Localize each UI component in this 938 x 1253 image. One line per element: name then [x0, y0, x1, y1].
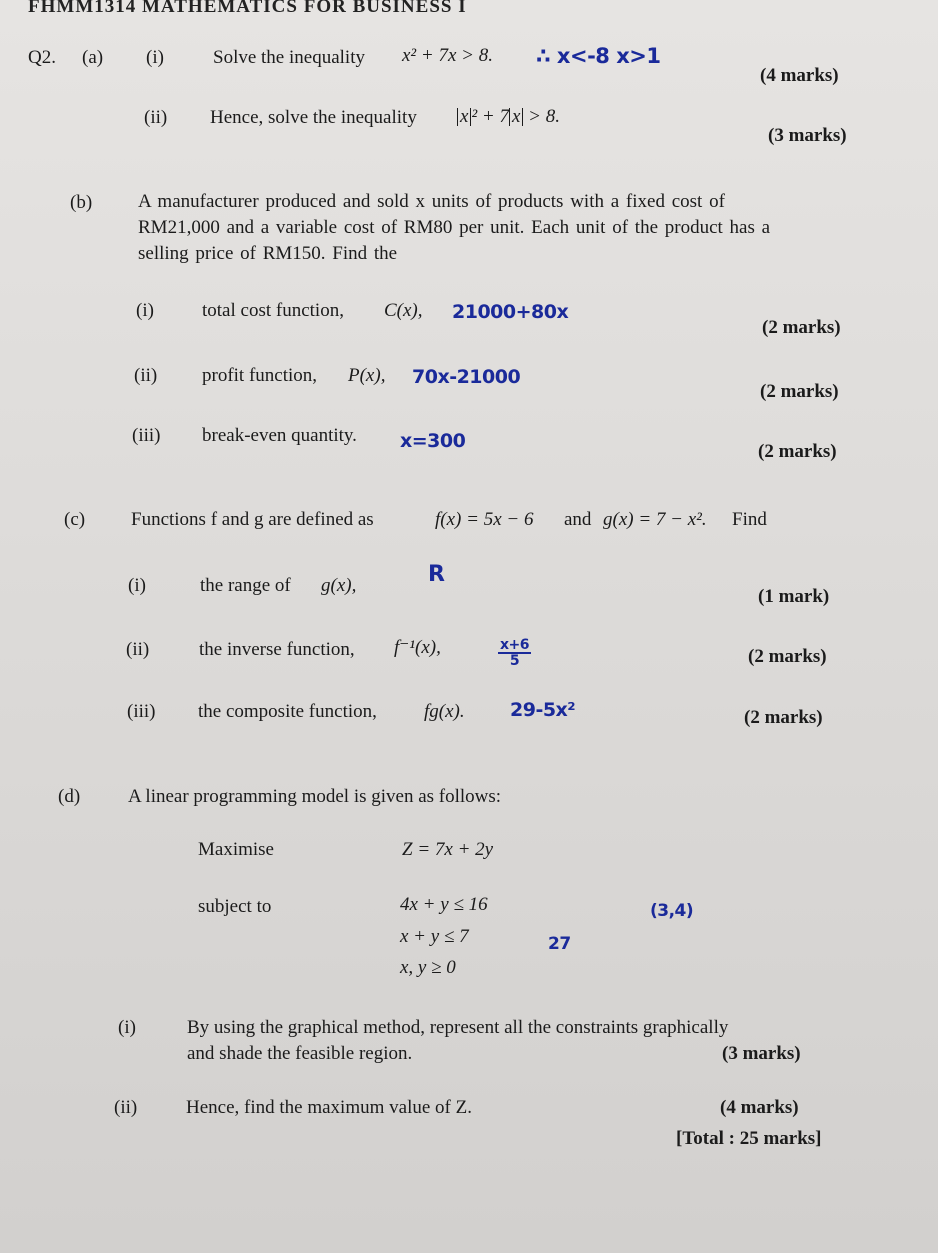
c-i-text: the range of [200, 575, 291, 596]
part-d-label: (d) [58, 786, 81, 807]
course-header: FHMM1314 MATHEMATICS FOR BUSINESS I [28, 0, 467, 17]
part-b-text [138, 189, 858, 267]
constraint-1: 4x + y ≤ 16 [400, 894, 488, 915]
c-ii-numerator: x+6 [500, 637, 530, 653]
c-i-marks: (1 mark) [758, 586, 830, 607]
b-ii-label: (ii) [134, 365, 158, 386]
b-i-function: C(x), [384, 300, 423, 321]
d-i-marks: (3 marks) [722, 1043, 801, 1064]
c-ii-label: (ii) [126, 639, 150, 660]
d-handwritten-value: 27 [548, 934, 571, 954]
a-ii-marks: (3 marks) [768, 125, 847, 146]
a-i-handwritten-answer: ∴ x<-8 x>1 [536, 44, 661, 68]
a-i-text: Solve the inequality [213, 47, 365, 68]
c-iii-text: the composite function, [198, 701, 377, 722]
b-i-text: total cost function, [202, 300, 344, 321]
b-ii-text: profit function, [202, 365, 318, 386]
c-iii-marks: (2 marks) [744, 707, 823, 728]
objective-function: Z = 7x + 2y [402, 839, 494, 860]
b-iii-label: (iii) [132, 425, 161, 446]
b-iii-marks: (2 marks) [758, 441, 837, 462]
a-ii-mid: ² + 7 [471, 106, 509, 127]
part-c-find: Find [732, 509, 767, 530]
b-iii-text: break-even quantity. [202, 425, 357, 446]
part-c-and: and [564, 509, 592, 530]
part-c-intro: Functions f and g are defined as [131, 509, 374, 530]
d-i-line1: By using the graphical method, represent all the constraints graphically [187, 1017, 729, 1038]
c-i-handwritten-answer: R [428, 562, 445, 587]
b-i-marks: (2 marks) [762, 317, 841, 338]
abs-x-2: x [509, 108, 523, 126]
c-ii-function: f⁻¹(x), [394, 637, 441, 658]
question-number: Q2. [28, 47, 56, 68]
g-definition: g(x) = 7 − x². [603, 509, 707, 530]
a-ii-suffix: > 8. [523, 106, 560, 127]
f-definition: f(x) = 5x − 6 [435, 509, 534, 530]
part-b-line: RM21,000 and a variable cost of RM80 per unit. Each unit of the product has a [138, 217, 771, 238]
c-i-label: (i) [128, 575, 146, 596]
total-marks: [Total : 25 marks] [676, 1128, 822, 1149]
part-b-line: A manufacturer produced and sold x units of products with a fixed cost of [138, 191, 725, 212]
a-ii-text: Hence, solve the inequality [210, 107, 417, 128]
b-i-label: (i) [136, 300, 154, 321]
part-d-intro: A linear programming model is given as follows: [128, 786, 502, 807]
c-i-function: g(x), [321, 575, 357, 596]
a-ii-label: (ii) [144, 107, 168, 128]
d-i-label: (i) [118, 1017, 136, 1038]
subject-to-label: subject to [198, 896, 272, 917]
c-iii-label: (iii) [127, 701, 156, 722]
constraint-2: x + y ≤ 7 [400, 926, 469, 947]
b-ii-marks: (2 marks) [760, 381, 839, 402]
part-a-label: (a) [82, 47, 104, 68]
constraint-3: x, y ≥ 0 [400, 957, 456, 978]
c-ii-marks: (2 marks) [748, 646, 827, 667]
part-b-label: (b) [70, 192, 93, 213]
abs-x-1: x [457, 108, 471, 126]
part-c-label: (c) [64, 509, 86, 530]
a-i-label: (i) [146, 47, 164, 68]
part-b-line: selling price of RM150. Find the [138, 243, 398, 264]
a-i-marks: (4 marks) [760, 65, 839, 86]
b-ii-handwritten-answer: 70x-21000 [412, 366, 521, 388]
d-handwritten-point: (3,4) [650, 901, 694, 921]
b-iii-handwritten-answer: x=300 [400, 430, 466, 452]
maximise-label: Maximise [198, 839, 274, 860]
c-iii-function: fg(x). [424, 701, 465, 722]
b-ii-function: P(x), [348, 365, 386, 386]
d-ii-label: (ii) [114, 1097, 138, 1118]
d-ii-marks: (4 marks) [720, 1097, 799, 1118]
c-ii-handwritten-answer [498, 638, 531, 668]
c-iii-handwritten-answer: 29-5x² [510, 699, 576, 721]
d-ii-text: Hence, find the maximum value of Z. [186, 1097, 472, 1118]
a-i-expression: x² + 7x > 8. [402, 45, 493, 66]
c-ii-text: the inverse function, [199, 639, 355, 660]
b-i-handwritten-answer: 21000+80x [452, 301, 569, 323]
a-ii-expression [457, 106, 560, 129]
d-i-line2: and shade the feasible region. [187, 1043, 413, 1064]
c-ii-denominator: 5 [509, 653, 520, 669]
